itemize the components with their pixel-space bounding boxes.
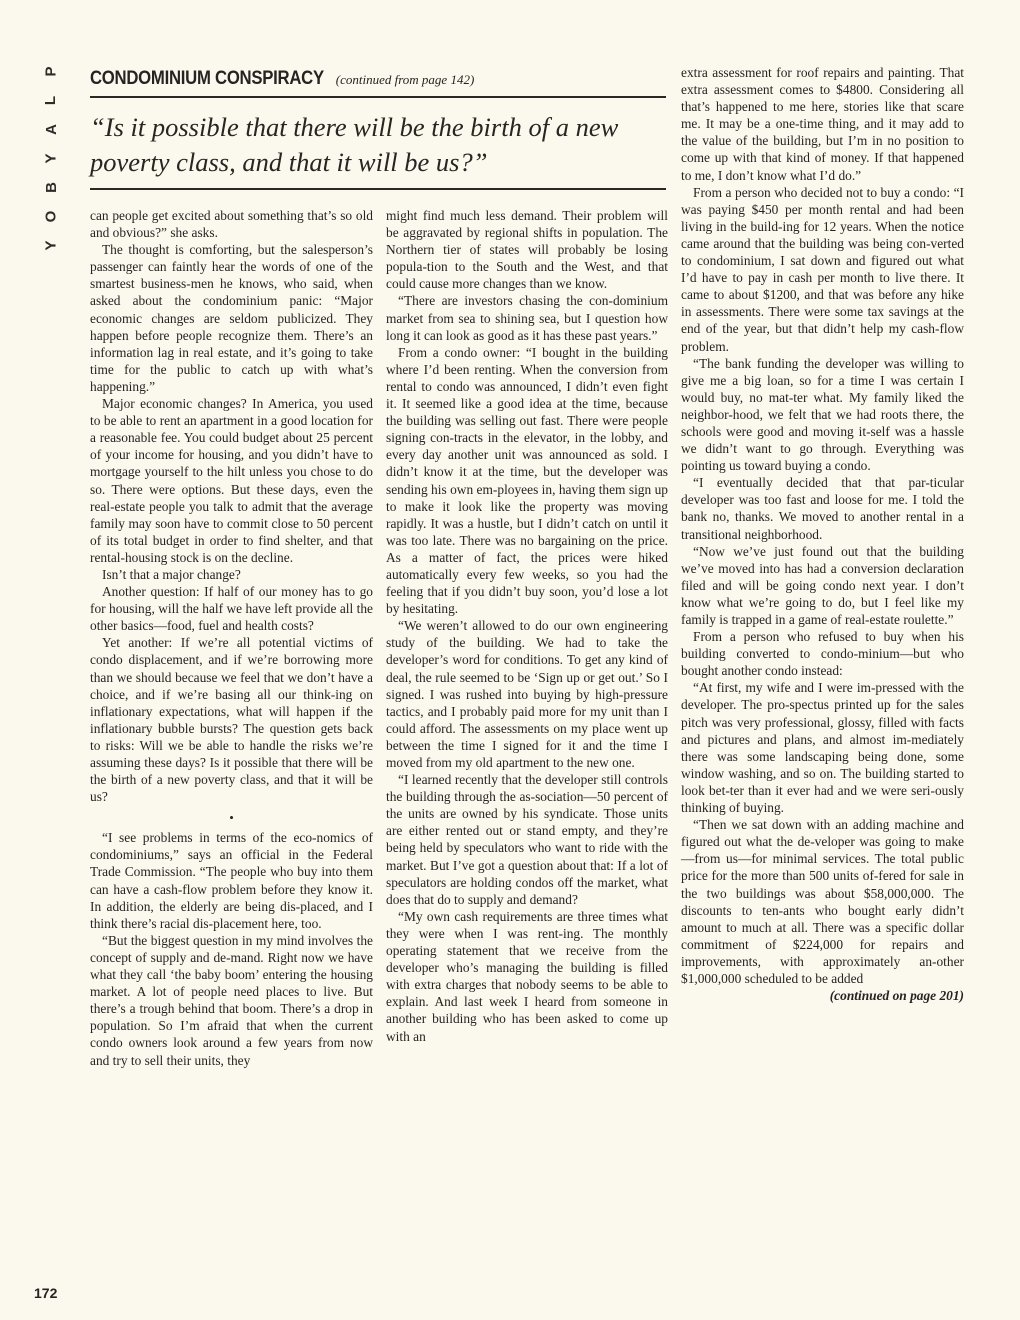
text-column-2	[386, 207, 668, 1045]
text-column-3	[681, 64, 964, 1004]
spine-letter: O	[42, 210, 60, 223]
paragraph: “I learned recently that the developer still controls the building through the as-sociation—50 percent of the units are owned by his syndicate. Those units are either rented out or stand empty, and they’re being held by speculators who want to ride with the market. But I’ve got a question about that: If a lot of speculators are holding condos off the market, what does that do to supply and demand?	[386, 772, 668, 907]
spine-letter: Y	[42, 153, 60, 164]
paragraph: “Now we’ve just found out that the building we’ve moved into has had a conversion declaration filed and will be going condo next year. I don’t know what we’re going to do, but I feel like my family is trapped in a game of real-estate roulette.”	[681, 543, 964, 627]
paragraph: might find much less demand. Their problem will be aggravated by regional shifts in population. The Northern tier of states will probably be losing popula-tion to the South and the West, and that could cause more changes than we know.	[386, 208, 668, 292]
paragraph: extra assessment for roof repairs and painting. That extra assessment comes to $4800. Considering all that’s happened to me here, stories like that scare me. It may be a one-time thing, and it may add to the value of the building, but I’m in no position to come up with that kind of money. If that happened to me, I don’t know what I’d do.”	[681, 65, 964, 183]
paragraph: “But the biggest question in my mind involves the concept of supply and de-mand. Right now we have what they call ‘the baby boom’ entering the housing market. A lot of people need places to live. But there’s a trough behind that boom. There’s a drop in population. So I’m afraid that when the current condo owners look around a few years from now and try to sell their units, they	[90, 932, 373, 1068]
paragraph: “At first, my wife and I were im-pressed with the developer. The pro-spectus printed up for the sales pitch was very professional, glossy, filled with facts and pictures and plans, and almost im-mediately there was some landscaping being done, some window washing, and so on. The building started to look bet-ter than it ever had and we were seri-ously thinking of buying.	[681, 680, 964, 816]
continued-on: (continued on page 201)	[829, 988, 964, 1004]
paragraph: can people get excited about something that’s so old and obvious?” she asks.	[90, 208, 373, 241]
paragraph: “I see problems in terms of the eco-nomics of condominiums,” says an official in the Federal Trade Commission. “The people who buy into them can have a cash-flow problem before they know it. In addition, the elderly are being dis-placed, and I think there’s racial dis-placement here, too.	[90, 830, 373, 931]
paragraph: Another question: If half of our money has to go for housing, will the half we have left provide all the other basics—food, fuel and health costs?	[90, 584, 373, 634]
paragraph: “The bank funding the developer was willing to give me a big loan, so for a time I was certain I would buy, no mat-ter what. My family liked the neighbor-hood, we felt that we had roots there, the schools were good and moving it-self was a hassle we didn’t want to go through. Everything was pointing us toward buying a condo.	[681, 355, 964, 474]
page-number: 172	[34, 1285, 58, 1301]
continued-from: (continued from page 142)	[335, 72, 475, 87]
paragraph: “My own cash requirements are three times what they were when I was rent-ing. The monthly operating statement that we receive from the developer who’s managing the building is filled with extra charges that nobody seems to be able to explain. And last week I heard from someone in another building who has been asked to come up with an	[386, 908, 668, 1044]
text-column-1	[90, 207, 373, 1069]
spine-letter: Y	[42, 240, 60, 251]
paragraph: Major economic changes? In America, you used to be able to rent an apartment in a good location for a reasonable fee. You could budget about 25 percent of your income for housing, and you didn’t have to mortgage yourself to the hilt unless you chose to do so. There were options. But these days, even the real-estate people you talk to admit that the average family may soon have to commit close to 50 percent of its total budget in order to find shelter, and that rental-housing stock is on the decline.	[90, 396, 373, 565]
pull-quote: “Is it possible that there will be the birth of a new poverty class, and that it will be us?”	[90, 112, 619, 177]
article-title: CONDOMINIUM CONSPIRACY	[90, 68, 324, 89]
paragraph: “We weren’t allowed to do our own engineering study of the building. We had to take the developer’s word for conditions. To get any kind of deal, the rule seemed to be ‘Sign up or get out.’ So I signed. I was rushed into buying by high-pressure tactics, and I probably paid more for my unit than I could afford. The assessments on my place went up between the time I signed for it and the time I moved from my old apartment to the new one.	[386, 618, 668, 770]
paragraph: From a person who refused to buy when his building converted to condo-minium—but who bought another condo instead:	[681, 629, 964, 679]
paragraph: “Then we sat down with an adding machine and figured out what the de-veloper was going to make—from us—for minimal services. The total public price for the more than 500 units of-fered for sale in the two buildings was about $58,000,000. The discounts to ten-ants who bought early didn’t amount to much at all. There was a specific dollar commitment of $224,000 for repairs and improvements, with approximately an-other $1,000,000 scheduled to be added	[681, 817, 964, 986]
spine-letter: B	[42, 182, 60, 193]
paragraph: Yet another: If we’re all potential victims of condo displacement, and if we’re borrowing more than we should because we feel that we don’t have a choice, and if we’re basing all our think-ing on inflationary expectations, what will happen if the inflationary bubble bursts? The question gets back to risks: Will we be able to handle the risks we’re assuming these days? Is it possible that there will be the birth of a new poverty class, and that it will be us?	[90, 635, 373, 805]
paragraph: “I eventually decided that that par-ticular developer was too fast and loose for me. I told the bank no, thanks. We moved to another rental in a transitional neighborhood.	[681, 475, 964, 542]
paragraph: Isn’t that a major change?	[102, 566, 241, 582]
spine-letter: P	[42, 66, 60, 77]
paragraph: From a person who decided not to buy a condo: “I was paying $450 per month rental and had been living in the build-ing for 12 years. When the notice came around that the building was being con-verted to condominium, I sat down and figured out what I’d have to pay in cash per month to live there. It came to about $1200, and that was before any hike in assessments. There were some tax savings at the end of the year, but that didn’t help my cash-flow problem.	[681, 184, 964, 354]
header-rule	[90, 96, 666, 98]
paragraph: The thought is comforting, but the salesperson’s passenger can faintly hear the words of one of the smartest business-men he knows, who said, when asked about the condominium panic: “Major economic changes are seldom publicized. They happen before people recognize them. There’s an information lag in real estate, and it’s going to take time for the public to catch up with what’s happening.”	[90, 242, 373, 394]
section-break-bullet: •	[229, 810, 234, 826]
paragraph: “There are investors chasing the con-dominium market from sea to shining sea, but I question how long it can look as good as it has these past years.”	[386, 293, 668, 343]
spine-letter: A	[42, 124, 60, 135]
spine-letter: L	[42, 95, 60, 106]
paragraph: From a condo owner: “I bought in the building where I’d been renting. When the conversion from rental to condo was announced, I didn’t even fight it. It seemed like a good idea at the time, because the building was selling out fast. There were people signing con-tracts in the elevator, in the lobby, and every day another unit was announced as sold. I didn’t know it at the time, but the developer was sending his own em-ployees in, having them sign up to make it look like the property was moving rapidly. It was a hustle, but I didn’t catch on until it was too late. There was no bargaining on the price. As a matter of fact, the prices were hiked automatically every few weeks, so you had the feeling that if you didn’t buy soon, you’d lose a lot by hesitating.	[386, 344, 668, 617]
article-header	[90, 68, 665, 90]
magazine-spine	[38, 62, 64, 255]
pull-quote-rule	[90, 188, 666, 190]
